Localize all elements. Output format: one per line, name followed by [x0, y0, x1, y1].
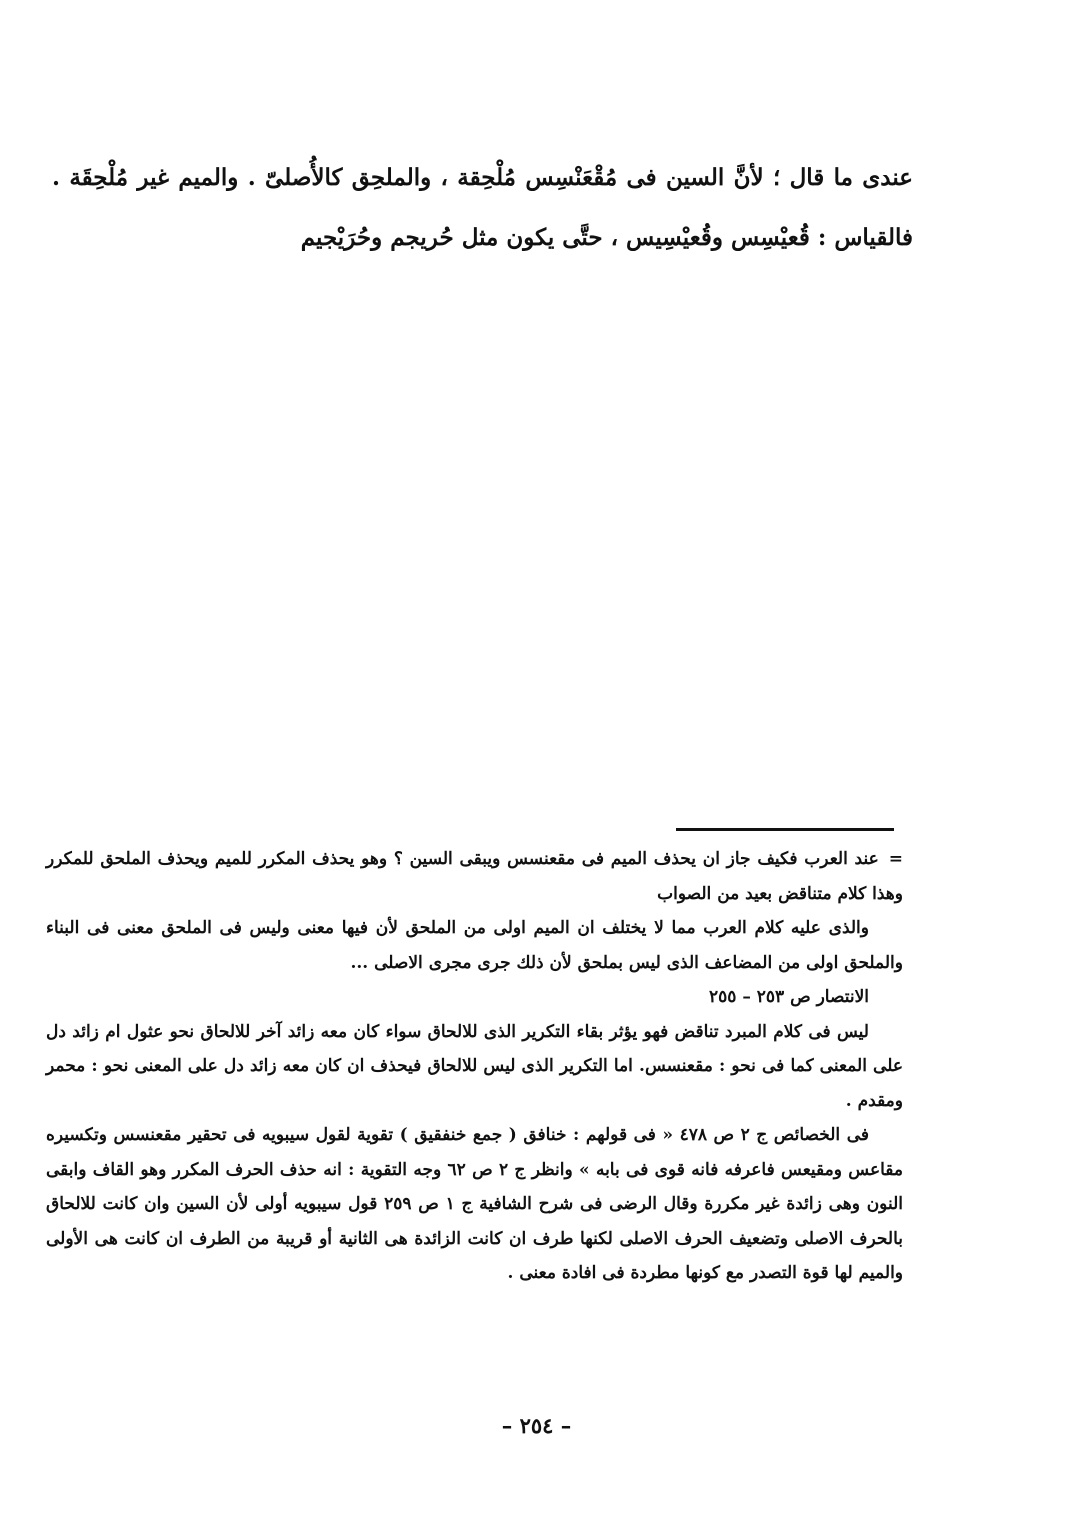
main-paragraph: عندى ما قال ؛ لأنَّ السين فى مُقْعَنْسِس مُلْحِقة ، والملحِق كالأُصلىّ . والميم غير مُلْحِقَة . فالقياس : قُعيْسِس وقُعيْسِيس ، حتَّى يكون مثل حُريجم وحُرَيْجيم: [52, 164, 913, 251]
footnote-paragraph: فى الخصائص ج ٢ ص ٤٧٨ « فى قولهم : خنافق ( جمع خنفقيق ) تقوية لقول سيبويه فى تحقير مقعنسس وتكسيره مقاعس ومقيعس فاعرفه فانه قوى فى بابه » وانظر ج ٢ ص ٦٢ وجه التقوية : انه حذف الحرف المكرر وهو القاف وابقى النون وهى زائدة غير مكررة وقال الرضى فى شرح الشافية ج ١ ص ٢٥٩ قول سيبويه أولى لأن السين وان كانت للالحاق بالحرف الاصلى وتضعيف الحرف الاصلى لكنها طرف ان كانت الزائدة هى الثانية أو قريبة من الطرف ان كانت هى الأولى والميم لها قوة التصدر مع كونها مطردة فى افادة معنى .: [46, 1125, 903, 1283]
footnote-citation: الانتصار ص ٢٥٣ – ٢٥٥: [709, 987, 869, 1007]
footnote-paragraph: والذى عليه كلام العرب مما لا يختلف ان الميم اولى من الملحق لأن فيها معنى وليس فى الملحق معنى فى البناء والملحق اولى من المضاعف الذى ليس بملحق لأن ذلك جرى مجرى الاصلى ...: [46, 918, 903, 973]
page-number: – ٢٥٤ –: [501, 1413, 572, 1438]
continuation-marker: =: [888, 849, 903, 869]
footnote-paragraph: ليس فى كلام المبرد تناقض فهو يؤثر بقاء التكرير الذى للالحاق سواء كان معه زائد آخر للالحاق نحو عثول ام زائد دل على المعنى كما فى نحو : مقعنسس. اما التكرير الذى ليس للالحاق فيحذف ان كان معه زائد دل على المعنى نحو : محمر ومقدم .: [46, 1021, 903, 1111]
main-text-block: [52, 148, 913, 268]
footnote-separator-rule: [676, 828, 894, 831]
footnote-paragraph: [46, 842, 903, 911]
footnotes-block: [46, 842, 903, 1291]
footnote-text: عند العرب فكيف جاز ان يحذف الميم فى مقعنسس ويبقى السين ؟ وهو يحذف المكرر للميم ويحذف الملحق للمكرر وهذا كلام متناقض بعيد من الصواب: [46, 849, 903, 904]
